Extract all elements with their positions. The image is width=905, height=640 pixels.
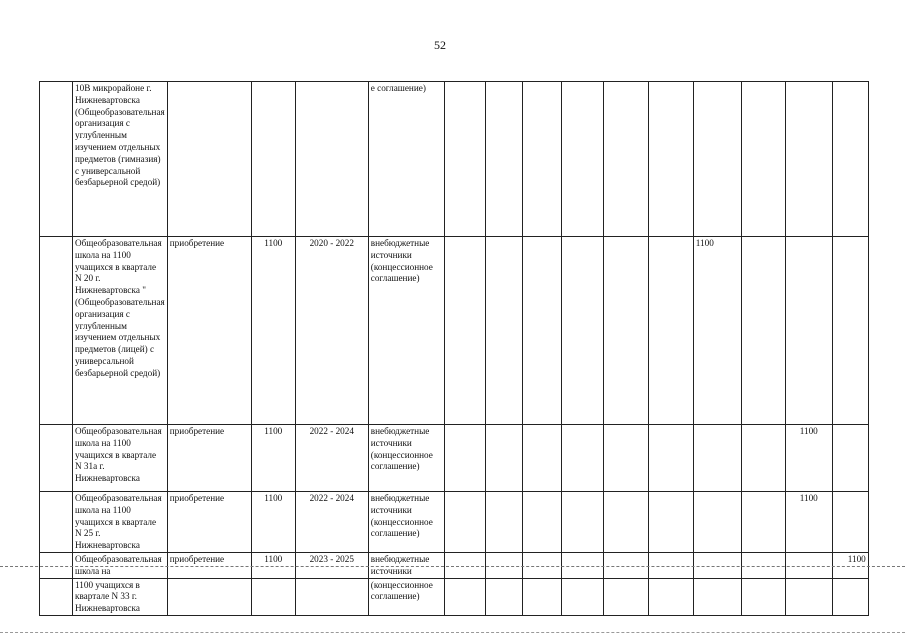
period-cell xyxy=(295,578,368,615)
funding-source-cell: внебюджетные источники (концессионное соглашение) xyxy=(368,492,444,553)
value-cell-2025: 1100 xyxy=(785,492,832,553)
value-cell xyxy=(444,237,485,425)
value-cell xyxy=(561,82,603,237)
period-cell xyxy=(295,82,368,237)
type-cell xyxy=(167,578,251,615)
value-cell xyxy=(485,82,522,237)
value-cell-2026 xyxy=(832,578,868,615)
value-cell xyxy=(648,492,693,553)
value-cell-2025: 1100 xyxy=(785,425,832,492)
row-number-cell xyxy=(40,237,73,425)
table-row xyxy=(40,578,869,615)
value-cell xyxy=(522,237,561,425)
period-cell: 2022 - 2024 xyxy=(295,492,368,553)
value-cell-2026 xyxy=(832,492,868,553)
capacity-cell: 1100 xyxy=(251,492,295,553)
type-cell xyxy=(167,82,251,237)
value-cell-2025 xyxy=(785,82,832,237)
value-cell xyxy=(603,237,648,425)
value-cell-2024 xyxy=(693,492,741,553)
page-number: 52 xyxy=(434,38,446,52)
value-cell-2024: 1100 xyxy=(693,237,741,425)
value-cell xyxy=(522,492,561,553)
type-cell: приобретение xyxy=(167,237,251,425)
value-cell xyxy=(522,82,561,237)
value-cell xyxy=(561,425,603,492)
value-cell xyxy=(522,425,561,492)
object-name-cell: 1100 учащихся в квартале N 33 г. Нижневартовска xyxy=(73,578,168,615)
funding-source-cell: е соглашение) xyxy=(368,82,444,237)
period-cell: 2023 - 2025 xyxy=(295,552,368,578)
value-cell-2025 xyxy=(785,237,832,425)
value-cell xyxy=(561,492,603,553)
object-name-cell: Общеобразовательная школа на 1100 учащихся в квартале N 31а г. Нижневартовска xyxy=(73,425,168,492)
page-continuation-divider xyxy=(0,566,905,567)
value-cell xyxy=(485,425,522,492)
row-number-cell xyxy=(40,578,73,615)
capacity-cell xyxy=(251,578,295,615)
row-number-cell xyxy=(40,82,73,237)
table-row xyxy=(40,425,869,492)
period-cell: 2022 - 2024 xyxy=(295,425,368,492)
value-cell xyxy=(561,237,603,425)
value-cell xyxy=(741,492,785,553)
value-cell xyxy=(603,492,648,553)
value-cell xyxy=(741,82,785,237)
value-cell xyxy=(444,578,485,615)
investment-objects-table xyxy=(39,81,869,616)
value-cell-2025 xyxy=(785,578,832,615)
type-cell: приобретение xyxy=(167,492,251,553)
value-cell xyxy=(741,578,785,615)
type-cell: приобретение xyxy=(167,425,251,492)
table-row xyxy=(40,492,869,553)
value-cell-2026: 1100 xyxy=(832,552,868,578)
table-row xyxy=(40,237,869,425)
value-cell xyxy=(561,578,603,615)
value-cell-2026 xyxy=(832,237,868,425)
value-cell-2026 xyxy=(832,425,868,492)
type-cell: приобретение xyxy=(167,552,251,578)
value-cell xyxy=(522,578,561,615)
value-cell xyxy=(485,492,522,553)
object-name-cell: Общеобразовательная школа на 1100 учащихся в квартале N 25 г. Нижневартовска xyxy=(73,492,168,553)
funding-source-cell: (концессионное соглашение) xyxy=(368,578,444,615)
funding-source-cell: внебюджетные источники xyxy=(368,552,444,578)
table-row xyxy=(40,82,869,237)
value-cell xyxy=(648,425,693,492)
value-cell xyxy=(648,578,693,615)
value-cell-2026 xyxy=(832,82,868,237)
value-cell xyxy=(444,425,485,492)
row-number-cell xyxy=(40,425,73,492)
funding-source-cell: внебюджетные источники (концессионное соглашение) xyxy=(368,425,444,492)
value-cell xyxy=(603,82,648,237)
value-cell xyxy=(485,237,522,425)
capacity-cell: 1100 xyxy=(251,552,295,578)
value-cell xyxy=(741,425,785,492)
capacity-cell xyxy=(251,82,295,237)
value-cell-2024 xyxy=(693,578,741,615)
object-name-cell: Общеобразовательная школа на xyxy=(73,552,168,578)
value-cell xyxy=(741,237,785,425)
value-cell xyxy=(648,82,693,237)
value-cell xyxy=(603,578,648,615)
value-cell xyxy=(648,237,693,425)
value-cell xyxy=(603,425,648,492)
period-cell: 2020 - 2022 xyxy=(295,237,368,425)
value-cell xyxy=(444,82,485,237)
page-bottom-edge xyxy=(0,632,905,633)
value-cell xyxy=(485,578,522,615)
capacity-cell: 1100 xyxy=(251,425,295,492)
value-cell-2024 xyxy=(693,425,741,492)
object-name-cell: 10В микрорайоне г. Нижневартовска (Общеобразовательная организация с углубленным изучением отдельных предметов (гимназия) с универсальной безбарьерной средой) xyxy=(73,82,168,237)
row-number-cell xyxy=(40,492,73,553)
capacity-cell: 1100 xyxy=(251,237,295,425)
object-name-cell: Общеобразовательная школа на 1100 учащихся в квартале N 20 г. Нижневартовска " (Общеобразовательная организация с углубленным изучением отдельных предметов (лицей) с универсальной безбарьерной средой) xyxy=(73,237,168,425)
funding-source-cell: внебюджетные источники (концессионное соглашение) xyxy=(368,237,444,425)
value-cell-2024 xyxy=(693,82,741,237)
value-cell xyxy=(444,492,485,553)
